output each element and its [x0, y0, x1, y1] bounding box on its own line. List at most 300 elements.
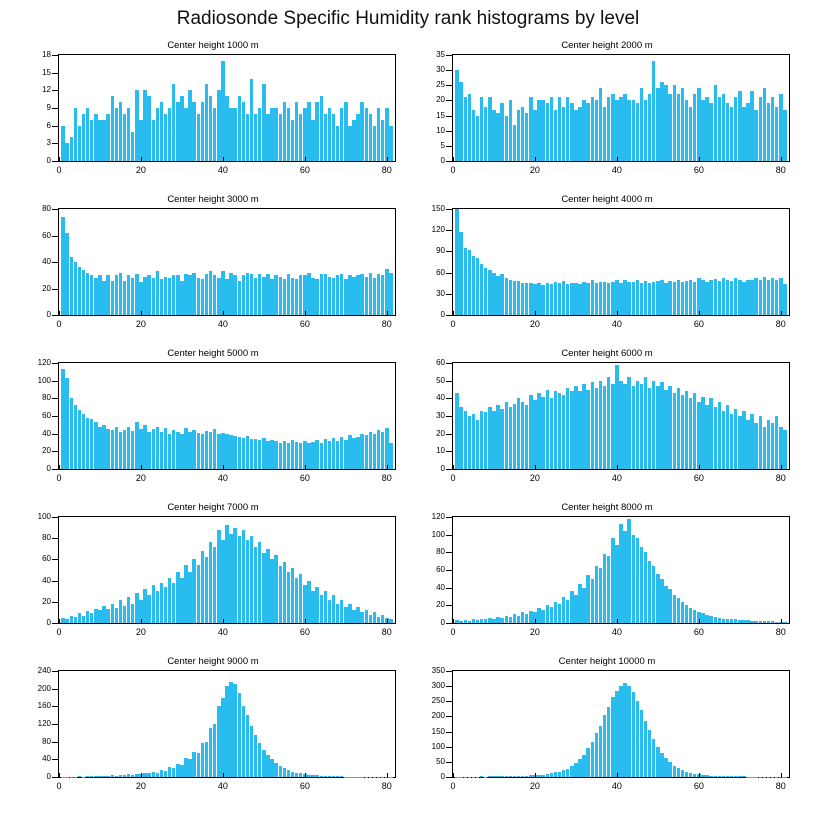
histogram-bar: [599, 726, 602, 777]
histogram-bar: [754, 110, 757, 161]
y-tick-label: 5: [440, 140, 445, 150]
histogram-bar: [714, 776, 717, 777]
histogram-bar: [143, 425, 146, 469]
x-tick: [305, 773, 306, 778]
histogram-bar: [664, 758, 667, 777]
x-tick-label: 80: [775, 165, 786, 175]
histogram-bar: [106, 275, 109, 315]
y-tick: [52, 398, 58, 399]
x-tick-label: 0: [56, 319, 62, 329]
histogram-bar: [61, 618, 64, 623]
histogram-bar: [455, 620, 458, 623]
histogram-bar: [750, 621, 753, 623]
x-tick: [223, 465, 224, 470]
histogram-bar: [352, 610, 355, 623]
histogram-bar: [315, 775, 318, 777]
histogram-bar: [689, 107, 692, 162]
histogram-bar: [324, 274, 327, 315]
histogram-bar: [98, 610, 101, 623]
histogram-bar: [763, 88, 766, 161]
page-title: Radiosonde Specific Humidity rank histograms by level: [176, 8, 640, 29]
x-tick-label: 40: [217, 165, 228, 175]
histogram-bar: [156, 108, 159, 161]
histogram-bar: [111, 281, 114, 315]
histogram-bar: [98, 275, 101, 315]
histogram-bar: [586, 748, 589, 777]
histogram-bar: [340, 274, 343, 315]
histogram-bar: [352, 277, 355, 315]
histogram-bar: [270, 108, 273, 161]
y-tick: [446, 777, 452, 778]
histogram-bar: [468, 416, 471, 469]
histogram-bar: [188, 275, 191, 315]
histogram-bar: [217, 90, 220, 161]
histogram-bar: [615, 691, 618, 777]
histogram-bar: [365, 277, 368, 315]
histogram-bar: [558, 772, 561, 777]
x-tick: [59, 465, 60, 470]
y-tick: [52, 581, 58, 582]
histogram-bar: [377, 274, 380, 315]
x-tick: [59, 311, 60, 316]
histogram-bar: [221, 271, 224, 315]
histogram-bar: [291, 278, 294, 315]
histogram-bar: [627, 377, 630, 469]
histogram-bar: [656, 574, 659, 623]
panel-title: Center height 8000 m: [561, 502, 653, 513]
y-tick-label: 60: [436, 358, 445, 367]
histogram-panel: [18, 502, 408, 654]
histogram-bar: [225, 434, 228, 469]
histogram-bar: [270, 759, 273, 777]
histogram-bar: [607, 556, 610, 623]
histogram-bar: [160, 432, 163, 469]
histogram-bar: [570, 391, 573, 469]
plot-area: [452, 670, 790, 778]
y-tick: [446, 552, 452, 553]
histogram-bar: [254, 278, 257, 315]
histogram-bar: [377, 430, 380, 469]
histogram-bar: [270, 279, 273, 315]
histogram-bar: [180, 578, 183, 623]
x-tick: [453, 157, 454, 162]
histogram-bar: [591, 742, 594, 777]
histogram-bar: [677, 388, 680, 469]
x-tick: [699, 619, 700, 624]
panel-title: Center height 2000 m: [561, 40, 653, 51]
histogram-bar: [750, 280, 753, 315]
histogram-bar: [656, 281, 659, 315]
histogram-bar: [131, 132, 134, 161]
histogram-bar: [299, 114, 302, 161]
histogram-bar: [385, 108, 388, 161]
histogram-bar: [726, 619, 729, 623]
histogram-bar: [205, 274, 208, 315]
x-tick: [699, 311, 700, 316]
histogram-bar: [369, 432, 372, 469]
y-tick-label: 60: [436, 565, 445, 574]
histogram-bar: [488, 776, 491, 777]
x-tick: [387, 619, 388, 624]
histogram-bar: [623, 384, 626, 469]
histogram-bar: [65, 378, 68, 469]
histogram-bar: [607, 707, 610, 777]
y-tick-label: 40: [42, 754, 51, 764]
bar-series: [453, 209, 789, 315]
x-tick-label: 20: [529, 473, 540, 483]
histogram-bar: [111, 604, 114, 623]
histogram-bar: [492, 110, 495, 161]
histogram-bar: [537, 608, 540, 623]
histogram-bar: [730, 107, 733, 162]
x-tick-label: 60: [693, 165, 704, 175]
x-tick: [617, 619, 618, 624]
histogram-bar: [258, 542, 261, 623]
histogram-bar: [307, 102, 310, 161]
histogram-bar: [558, 393, 561, 469]
x-tick-label: 40: [217, 473, 228, 483]
histogram-bar: [558, 604, 561, 623]
histogram-bar: [550, 773, 553, 777]
y-tick-label: 15: [436, 110, 445, 120]
y-tick-label: 100: [37, 512, 51, 521]
histogram-bar: [685, 100, 688, 161]
histogram-bar: [701, 280, 704, 315]
histogram-bar: [464, 620, 467, 623]
histogram-bar: [70, 398, 73, 469]
histogram-bar: [673, 282, 676, 315]
x-tick: [535, 465, 536, 470]
histogram-bar: [336, 126, 339, 161]
histogram-bar: [233, 684, 236, 777]
y-tick-label: 15: [42, 67, 51, 77]
histogram-bar: [307, 775, 310, 777]
histogram-bar: [681, 282, 684, 315]
histogram-bar: [315, 279, 318, 315]
histogram-bar: [619, 97, 622, 161]
histogram-bar: [541, 100, 544, 161]
y-tick-label: 160: [37, 701, 51, 711]
x-tick: [453, 619, 454, 624]
histogram-bar: [459, 407, 462, 469]
histogram-bar: [106, 429, 109, 469]
y-tick: [446, 535, 452, 536]
x-tick: [781, 773, 782, 778]
histogram-bar: [143, 277, 146, 315]
histogram-bar: [172, 430, 175, 469]
histogram-bar: [677, 94, 680, 161]
histogram-bar: [697, 88, 700, 161]
histogram-bar: [459, 82, 462, 161]
x-tick: [141, 157, 142, 162]
histogram-bar: [714, 617, 717, 623]
histogram-bar: [225, 96, 228, 161]
histogram-bar: [517, 398, 520, 469]
histogram-bar: [730, 414, 733, 469]
histogram-bar: [611, 697, 614, 777]
x-tick-label: 60: [693, 319, 704, 329]
histogram-bar: [783, 622, 786, 623]
histogram-bar: [201, 551, 204, 623]
histogram-bar: [246, 540, 249, 623]
histogram-bar: [180, 96, 183, 161]
y-tick: [52, 517, 58, 518]
histogram-bar: [558, 283, 561, 315]
histogram-bar: [340, 776, 343, 777]
histogram-bar: [324, 776, 327, 777]
histogram-bar: [233, 436, 236, 469]
histogram-bar: [197, 565, 200, 623]
histogram-bar: [607, 97, 610, 161]
histogram-bar: [693, 94, 696, 161]
histogram-bar: [360, 102, 363, 161]
x-tick-label: 0: [56, 627, 62, 637]
histogram-bar: [484, 619, 487, 623]
histogram-bar: [529, 775, 532, 777]
histogram-bar: [336, 441, 339, 469]
y-tick-label: 200: [431, 711, 445, 721]
y-tick-label: 0: [440, 618, 445, 627]
histogram-panel: [18, 656, 408, 808]
plot-area: [452, 54, 790, 162]
histogram-bar: [90, 275, 93, 315]
y-tick-label: 30: [436, 411, 445, 420]
histogram-bar: [307, 443, 310, 470]
histogram-bar: [188, 572, 191, 623]
histogram-bar: [578, 391, 581, 469]
histogram-bar: [509, 407, 512, 469]
histogram-bar: [332, 278, 335, 315]
y-tick: [446, 747, 452, 748]
histogram-bar: [619, 283, 622, 316]
histogram-bar: [476, 258, 479, 315]
y-tick: [52, 559, 58, 560]
histogram-bar: [209, 96, 212, 161]
histogram-bar: [82, 616, 85, 623]
histogram-bar: [496, 776, 499, 777]
histogram-bar: [152, 278, 155, 315]
y-tick: [446, 517, 452, 518]
histogram-bar: [759, 416, 762, 469]
histogram-bar: [299, 574, 302, 623]
histogram-bar: [160, 583, 163, 623]
histogram-bar: [488, 407, 491, 469]
histogram-bar: [697, 402, 700, 469]
y-tick-label: 100: [37, 375, 51, 385]
histogram-bar: [287, 572, 290, 623]
y-tick: [446, 588, 452, 589]
y-tick-label: 0: [46, 464, 51, 473]
histogram-bar: [98, 427, 101, 469]
histogram-bar: [529, 395, 532, 469]
histogram-bar: [656, 747, 659, 777]
histogram-bar: [274, 555, 277, 623]
histogram-bar: [127, 108, 130, 161]
histogram-bar: [570, 591, 573, 623]
histogram-bar: [356, 114, 359, 161]
histogram-bar: [192, 430, 195, 469]
y-tick: [52, 143, 58, 144]
histogram-bar: [537, 393, 540, 469]
histogram-bar: [385, 269, 388, 315]
x-tick: [781, 465, 782, 470]
histogram-bar: [767, 420, 770, 469]
x-tick: [387, 773, 388, 778]
histogram-bar: [209, 271, 212, 315]
plot-area: [58, 362, 396, 470]
histogram-bar: [750, 91, 753, 161]
histogram-bar: [254, 735, 257, 777]
histogram-bar: [315, 587, 318, 623]
histogram-bar: [759, 280, 762, 315]
x-tick-label: 20: [529, 627, 540, 637]
histogram-bar: [123, 775, 126, 777]
y-tick: [52, 209, 58, 210]
histogram-bar: [480, 264, 483, 315]
y-tick: [52, 416, 58, 417]
histogram-bar: [668, 281, 671, 315]
y-tick: [52, 706, 58, 707]
y-tick-label: 120: [37, 358, 51, 367]
histogram-bar: [718, 281, 721, 315]
histogram-bar: [750, 414, 753, 469]
y-tick: [52, 262, 58, 263]
histogram-bar: [705, 97, 708, 161]
histogram-bar: [332, 595, 335, 623]
histogram-bar: [734, 619, 737, 623]
histogram-bar: [718, 776, 721, 777]
histogram-bar: [344, 102, 347, 161]
histogram-bar: [139, 120, 142, 161]
histogram-bar: [476, 620, 479, 623]
histogram-bar: [664, 85, 667, 161]
histogram-bar: [131, 775, 134, 777]
histogram-bar: [664, 586, 667, 623]
histogram-bar: [591, 579, 594, 623]
y-tick: [446, 732, 452, 733]
x-tick-label: 0: [450, 165, 456, 175]
histogram-bar: [102, 281, 105, 315]
histogram-bar: [541, 285, 544, 315]
histogram-bar: [668, 94, 671, 161]
histogram-bar: [648, 283, 651, 315]
histogram-bar: [636, 381, 639, 469]
histogram-bar: [513, 614, 516, 623]
histogram-bar: [607, 283, 610, 315]
histogram-bar: [722, 619, 725, 623]
histogram-bar: [70, 257, 73, 315]
histogram-bar: [184, 428, 187, 469]
histogram-bar: [266, 441, 269, 469]
histogram-bar: [554, 110, 557, 161]
x-tick-label: 60: [693, 473, 704, 483]
histogram-bar: [164, 428, 167, 469]
y-tick: [52, 689, 58, 690]
histogram-bar: [287, 108, 290, 161]
histogram-bar: [464, 248, 467, 315]
histogram-bar: [550, 97, 553, 161]
histogram-bar: [160, 102, 163, 161]
histogram-bar: [328, 277, 331, 315]
y-tick: [446, 161, 452, 162]
histogram-bar: [365, 108, 368, 161]
histogram-bar: [783, 284, 786, 315]
histogram-bar: [311, 120, 314, 161]
histogram-bar: [636, 701, 639, 777]
x-tick: [305, 465, 306, 470]
histogram-bar: [730, 776, 733, 777]
histogram-bar: [554, 602, 557, 623]
histogram-bar: [201, 102, 204, 161]
histogram-bar: [734, 409, 737, 469]
histogram-bar: [644, 377, 647, 469]
histogram-bar: [673, 595, 676, 623]
histogram-bar: [709, 616, 712, 623]
histogram-bar: [529, 97, 532, 161]
histogram-bar: [287, 770, 290, 777]
plot-area: [58, 208, 396, 316]
histogram-panel: [412, 40, 802, 192]
histogram-bar: [627, 282, 630, 315]
histogram-bar: [311, 442, 314, 469]
histogram-bar: [127, 427, 130, 469]
x-tick: [59, 157, 60, 162]
histogram-bar: [287, 274, 290, 315]
histogram-bar: [550, 398, 553, 469]
histogram-bar: [566, 769, 569, 777]
x-tick-label: 0: [56, 165, 62, 175]
histogram-bar: [595, 100, 598, 161]
histogram-bar: [484, 412, 487, 469]
histogram-bar: [701, 100, 704, 161]
histogram-bar: [779, 427, 782, 469]
y-tick: [446, 398, 452, 399]
histogram-bar: [283, 102, 286, 161]
histogram-bar: [360, 434, 363, 469]
histogram-bar: [238, 437, 241, 469]
histogram-bar: [492, 776, 495, 777]
y-tick-label: 120: [431, 225, 445, 235]
histogram-bar: [660, 753, 663, 777]
x-tick-label: 20: [529, 165, 540, 175]
histogram-bar: [668, 589, 671, 623]
histogram-bar: [644, 552, 647, 623]
x-tick-label: 0: [56, 473, 62, 483]
histogram-bar: [201, 434, 204, 469]
histogram-bar: [533, 400, 536, 469]
x-tick-label: 80: [381, 627, 392, 637]
histogram-bar: [505, 776, 508, 777]
histogram-bar: [681, 395, 684, 469]
histogram-bar: [119, 102, 122, 161]
histogram-bar: [156, 591, 159, 623]
histogram-bar: [205, 431, 208, 469]
histogram-bar: [644, 100, 647, 161]
x-tick: [617, 773, 618, 778]
histogram-bar: [299, 773, 302, 777]
histogram-bar: [541, 775, 544, 777]
histogram-bar: [262, 438, 265, 469]
y-tick-label: 100: [431, 741, 445, 751]
histogram-bar: [102, 425, 105, 469]
histogram-bar: [554, 282, 557, 315]
histogram-panel: [412, 502, 802, 654]
histogram-bar: [623, 683, 626, 777]
y-tick: [446, 315, 452, 316]
histogram-bar: [509, 617, 512, 623]
y-tick: [52, 434, 58, 435]
histogram-bar: [360, 612, 363, 623]
